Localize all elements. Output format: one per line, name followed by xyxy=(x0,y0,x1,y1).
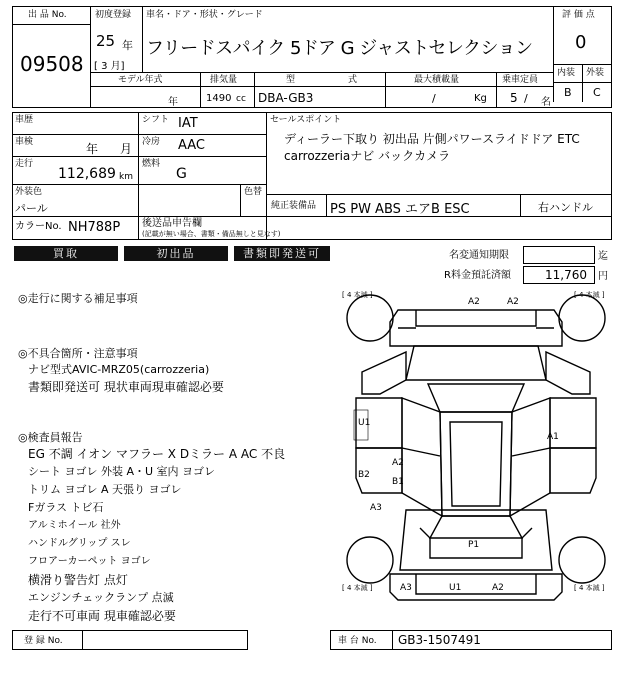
mark-a3-bumper: A3 xyxy=(400,583,412,593)
mark-u1-left: U1 xyxy=(358,418,371,428)
inspector-line-8: 横滑り警告灯 点灯 xyxy=(28,573,128,587)
mark-a2-bumper: A2 xyxy=(492,583,504,593)
tag-purchase: 買取 xyxy=(14,246,118,261)
capacity-value: 5 xyxy=(510,91,518,105)
sales-point-line-1: ディーラー下取り 初出品 片側パワースライドドア ETC xyxy=(284,132,580,146)
tag-documents-ready: 書類即発送可 xyxy=(234,246,330,261)
model-year-unit: 年 xyxy=(168,97,178,108)
name-change-box xyxy=(523,246,595,264)
exterior-color-label: 外装色 xyxy=(15,187,43,197)
defect-line-1: ナビ型式AVIC-MRZ05(carrozzeria) xyxy=(28,363,210,376)
model-label: 型 xyxy=(286,75,296,85)
inspector-line-10: 走行不可車両 現車確認必要 xyxy=(28,609,176,623)
mark-a3-left-rear: A3 xyxy=(370,503,382,513)
color-number-value: NH788P xyxy=(68,220,121,235)
car-condition-diagram xyxy=(340,288,612,622)
max-load-label: 最大積載量 xyxy=(414,75,460,85)
exterior-color-value: パール xyxy=(15,202,48,215)
equipment-label: 純正装備品 xyxy=(271,201,317,211)
shift-label: シフト xyxy=(142,115,170,125)
fuel-value: G xyxy=(176,166,187,182)
post-registration-label: 後送品申告欄 xyxy=(142,218,202,229)
inspector-line-4: Fガラス トビ石 xyxy=(28,501,104,514)
report-section-inspector: ◎検査員報告 xyxy=(18,431,83,444)
interior-label: 内装 xyxy=(557,68,576,78)
mileage-value: 112,689 xyxy=(58,166,116,182)
registration-number-label: 登 録 No. xyxy=(24,636,63,646)
inspector-line-5: アルミホイール 社外 xyxy=(28,520,121,531)
model-value: DBA-GB3 xyxy=(258,91,314,105)
sales-point-label: セールスポイント xyxy=(270,115,342,125)
recycle-fee-unit: 円 xyxy=(598,271,608,282)
chassis-number-value: GB3-1507491 xyxy=(398,633,481,647)
tag-first-listing: 初出品 xyxy=(124,246,228,261)
post-registration-note: (記載が無い場合、書類・備品無しと見なす) xyxy=(142,230,281,238)
mark-u1-bumper: U1 xyxy=(449,583,462,593)
ac-label: 冷房 xyxy=(142,137,161,147)
car-name: フリードスパイク 5ドア G ジャストセレクション xyxy=(146,38,533,59)
max-load-slash: / xyxy=(432,92,436,105)
max-load-unit: Kg xyxy=(474,93,487,104)
ac-value: AAC xyxy=(178,138,205,153)
equipment-value: PS PW ABS エアB ESC xyxy=(330,202,470,217)
interior-grade: B xyxy=(564,86,572,99)
first-registration-year: 25 xyxy=(96,32,116,50)
report-section-defects: ◎不具合箇所・注意事項 xyxy=(18,347,138,360)
fuel-label: 燃料 xyxy=(142,159,161,169)
capacity-slash: / xyxy=(524,92,528,105)
recycle-fee-value: 11,760 xyxy=(545,268,587,282)
displacement-label: 排気量 xyxy=(210,75,238,85)
inspector-line-7: フロアーカーペット ヨゴレ xyxy=(28,556,151,567)
mark-a1-right: A1 xyxy=(547,432,559,442)
mileage-label: 走行 xyxy=(15,159,34,169)
first-registration-month: [ 3 月] xyxy=(94,61,125,72)
inspection-month-unit: 月 xyxy=(120,142,133,156)
capacity-label: 乗車定員 xyxy=(502,75,539,85)
inspector-line-1: EG 不調 イオン マフラー X Dミラー A AC 不良 xyxy=(28,447,286,461)
inspector-line-9: エンジンチェックランプ 点滅 xyxy=(28,591,174,604)
name-change-unit: 迄 xyxy=(598,251,608,262)
model-label-2: 式 xyxy=(348,75,358,85)
lot-number-label: 出 品 No. xyxy=(28,10,67,20)
chassis-number-label: 車 台 No. xyxy=(338,636,377,646)
mileage-unit: km xyxy=(119,172,133,182)
model-year-label: モデル年式 xyxy=(118,75,163,85)
recycle-fee-label: R料金預託済額 xyxy=(444,270,511,281)
report-section-mileage: ◎走行に関する補足事項 xyxy=(18,292,138,305)
tire-rear-left-label: [ 4 本減 ] xyxy=(342,584,373,592)
mark-p1-rear: P1 xyxy=(468,540,480,550)
inspector-line-2: シート ヨゴレ 外装 A・U 室内 ヨゴレ xyxy=(28,465,216,478)
name-change-label: 名変通知期限 xyxy=(449,250,509,261)
inspection-year-unit: 年 xyxy=(86,142,99,156)
capacity-unit: 名 xyxy=(541,97,551,108)
defect-line-2: 書類即発送可 現状車両現車確認必要 xyxy=(28,380,224,394)
history-label: 車歴 xyxy=(15,115,34,125)
color-change-label: 色替 xyxy=(244,187,263,197)
inspector-line-6: ハンドルグリップ スレ xyxy=(28,538,131,549)
lot-number: 09508 xyxy=(20,52,84,76)
mark-a2-left-door: A2 xyxy=(392,458,404,468)
color-number-label: カラーNo. xyxy=(15,221,62,232)
exterior-grade: C xyxy=(593,86,601,99)
car-name-label: 車名・ドア・形状・グレード xyxy=(146,10,263,20)
year-unit: 年 xyxy=(122,39,133,52)
tire-front-right-label: [ 4 本減 ] xyxy=(574,291,605,299)
tire-rear-right-label: [ 4 本減 ] xyxy=(574,584,605,592)
mark-b2-left: B2 xyxy=(358,470,370,480)
inspector-line-3: トリム ヨゴレ A 天張り ヨゴレ xyxy=(28,483,182,496)
sales-point-line-2: carrozzeriaナビ バックカメラ xyxy=(284,149,451,163)
score-label: 評 価 点 xyxy=(562,10,595,20)
score-value: 0 xyxy=(575,32,587,53)
tire-front-left-label: [ 4 本減 ] xyxy=(342,291,373,299)
mark-a2-front-left: A2 xyxy=(468,297,480,307)
inspection-label: 車検 xyxy=(15,137,34,147)
shift-value: IAT xyxy=(178,116,198,131)
first-registration-label: 初度登録 xyxy=(95,10,132,20)
mark-b1-left-door: B1 xyxy=(392,477,404,487)
displacement-unit: cc xyxy=(236,94,246,104)
exterior-label: 外装 xyxy=(586,68,605,78)
displacement-value: 1490 xyxy=(206,93,232,104)
mark-a2-front-right: A2 xyxy=(507,297,519,307)
steering-value: 右ハンドル xyxy=(538,201,593,214)
